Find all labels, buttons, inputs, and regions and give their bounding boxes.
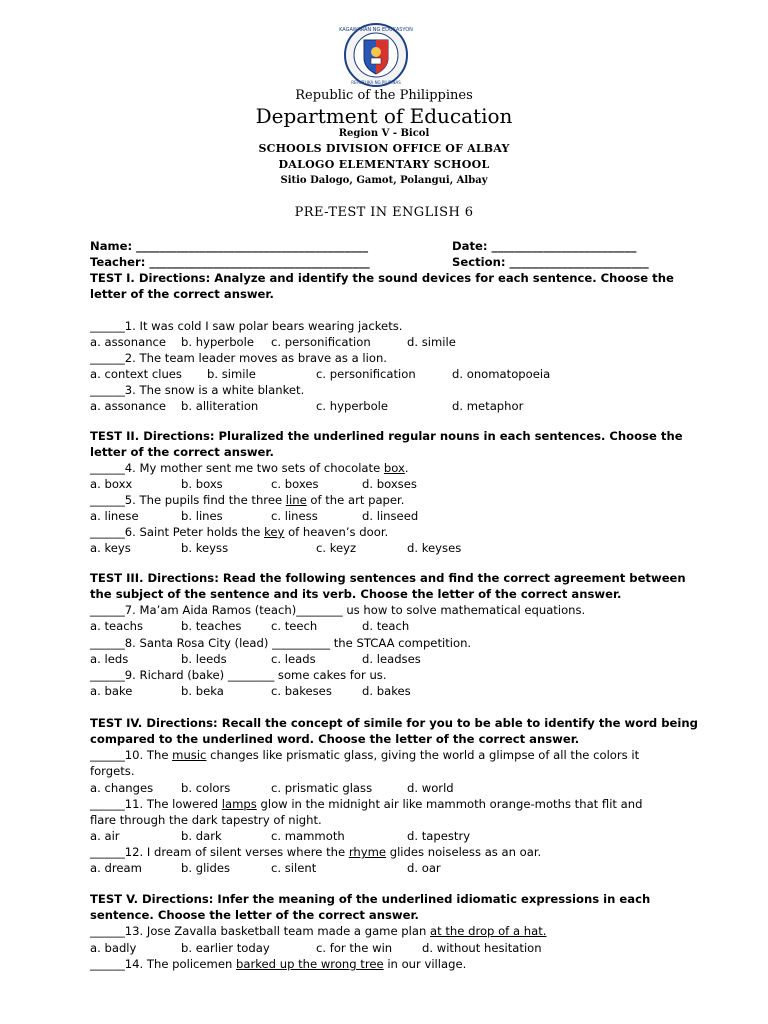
choice-c: c. teech xyxy=(271,619,318,633)
name-field[interactable]: Name: ________________________________________ xyxy=(90,239,369,253)
choice-a: a. changes xyxy=(90,781,154,795)
question-text: ______14. The policemen xyxy=(90,957,237,971)
question-text: ______11. The lowered xyxy=(90,797,222,811)
choice-a: a. keys xyxy=(90,541,131,555)
header-division: SCHOOLS DIVISION OFFICE OF ALBAY xyxy=(258,142,510,155)
choice-b: b. hyperbole xyxy=(181,335,255,349)
choice-c: c. mammoth xyxy=(271,829,345,843)
choice-b: b. dark xyxy=(181,829,222,843)
question-10-continued: forgets. xyxy=(90,764,135,778)
choice-c: c. liness xyxy=(271,509,318,523)
choice-d: d. keyses xyxy=(407,541,462,555)
choice-c: c. keyz xyxy=(316,541,357,555)
underlined-word: box xyxy=(383,461,405,475)
choice-a: a. bake xyxy=(90,684,133,698)
question-text: ______6. Saint Peter holds the xyxy=(90,525,265,539)
test4-directions-line1: TEST IV. Directions: Recall the concept of simile for you to be able to identify the word being xyxy=(90,716,698,730)
choice-c: c. leads xyxy=(271,652,316,666)
choice-d: d. without hesitation xyxy=(422,941,542,955)
choice-b: b. simile xyxy=(207,367,256,381)
choice-a: a. assonance xyxy=(90,399,167,413)
choice-c: c. bakeses xyxy=(271,684,332,698)
choice-b: b. lines xyxy=(181,509,223,523)
section-field[interactable]: Section: ________________________ xyxy=(452,255,649,269)
choice-d: d. tapestry xyxy=(407,829,471,843)
question-text: ______13. Jose Zavalla basketball team made a game plan xyxy=(90,924,431,938)
underlined-word: line xyxy=(285,493,307,507)
choice-c: c. silent xyxy=(271,861,317,875)
test1-directions-line2: letter of the correct answer. xyxy=(90,287,274,301)
underlined-word: rhyme xyxy=(348,845,387,859)
question-1: ______1. It was cold I saw polar bears wearing jackets. xyxy=(90,319,403,333)
deped-seal-logo xyxy=(331,22,421,88)
date-field[interactable]: Date: _________________________ xyxy=(452,239,637,253)
test5-directions-line2: sentence. Choose the letter of the correct answer. xyxy=(90,908,419,922)
underlined-word: music xyxy=(172,748,207,762)
question-text: ______12. I dream of silent verses where the xyxy=(90,845,349,859)
question-text: ______10. The xyxy=(90,748,173,762)
choice-b: b. alliteration xyxy=(181,399,259,413)
underlined-word: lamps xyxy=(221,797,257,811)
choice-a: a. teachs xyxy=(90,619,144,633)
choice-b: b. glides xyxy=(181,861,231,875)
choice-c: c. personification xyxy=(271,335,371,349)
choice-c: c. boxes xyxy=(271,477,319,491)
question-11-continued: flare through the dark tapestry of night. xyxy=(90,813,322,827)
choice-b: b. colors xyxy=(181,781,231,795)
choice-b: b. beka xyxy=(181,684,224,698)
question-2: ______2. The team leader moves as brave as a lion. xyxy=(90,351,387,365)
choice-a: a. dream xyxy=(90,861,142,875)
teacher-field[interactable]: Teacher: ______________________________________ xyxy=(90,255,370,269)
question-14 xyxy=(90,956,466,972)
choice-b: b. keyss xyxy=(181,541,229,555)
choice-c: c. for the win xyxy=(316,941,393,955)
question-6 xyxy=(90,524,388,540)
choice-c: c. hyperbole xyxy=(316,399,389,413)
choice-b: b. earlier today xyxy=(181,941,270,955)
question-7: ______7. Ma’am Aida Ramos (teach)________ us how to solve mathematical equations. xyxy=(90,603,586,617)
seal-text-bottom: REPUBLIKA NG PILIPINAS xyxy=(351,80,401,85)
test2-directions-line2: letter of the correct answer. xyxy=(90,445,274,459)
choice-d: d. onomatopoeia xyxy=(452,367,551,381)
question-text-end: glow in the midnight air like mammoth orange-moths that flit and xyxy=(256,797,643,811)
question-11 xyxy=(90,796,642,812)
question-text-end: of the art paper. xyxy=(306,493,405,507)
question-8: ______8. Santa Rosa City (lead) __________ the STCAA competition. xyxy=(90,636,472,650)
question-9: ______9. Richard (bake) ________ some cakes for us. xyxy=(90,668,387,682)
choice-a: a. context clues xyxy=(90,367,182,381)
question-text-end: changes like prismatic glass, giving the world a glimpse of all the colors it xyxy=(206,748,640,762)
choice-c: c. prismatic glass xyxy=(271,781,373,795)
header-address: Sitio Dalogo, Gamot, Polangui, Albay xyxy=(280,175,488,186)
choice-a: a. air xyxy=(90,829,120,843)
test1-directions-line1: TEST I. Directions: Analyze and identify the sound devices for each sentence. Choose the xyxy=(90,271,674,285)
choice-d: d. world xyxy=(407,781,454,795)
question-4 xyxy=(90,460,409,476)
choice-d: d. bakes xyxy=(362,684,411,698)
test3-directions-line2: the subject of the sentence and its verb. Choose the letter of the correct answer. xyxy=(90,587,622,601)
test3-directions-line1: TEST III. Directions: Read the following sentences and find the correct agreement between xyxy=(90,571,686,585)
test4-directions-line2: compared to the underlined word. Choose the letter of the correct answer. xyxy=(90,732,580,746)
choice-d: d. linseed xyxy=(362,509,419,523)
choice-b: b. teaches xyxy=(181,619,242,633)
choice-a: a. badly xyxy=(90,941,137,955)
choice-c: c. personification xyxy=(316,367,416,381)
choice-d: d. teach xyxy=(362,619,410,633)
question-13 xyxy=(90,923,546,939)
choice-a: a. assonance xyxy=(90,335,167,349)
choice-a: a. boxx xyxy=(90,477,133,491)
underlined-phrase: barked up the wrong tree xyxy=(236,957,384,971)
question-text-end: . xyxy=(404,461,409,475)
header-department: Department of Education xyxy=(255,104,513,128)
header-region: Region V - Bicol xyxy=(338,128,430,139)
choice-a: a. linese xyxy=(90,509,139,523)
seal-text-top: KAGAWARAN NG EDUKASYON xyxy=(339,27,413,33)
question-12 xyxy=(90,844,541,860)
choice-b: b. boxs xyxy=(181,477,223,491)
underlined-phrase: at the drop of a hat. xyxy=(430,924,547,938)
test-title: PRE-TEST IN ENGLISH 6 xyxy=(294,205,474,220)
question-text: ______5. The pupils find the three xyxy=(90,493,286,507)
header-school: DALOGO ELEMENTARY SCHOOL xyxy=(278,158,490,171)
choice-d: d. metaphor xyxy=(452,399,524,413)
test2-directions-line1: TEST II. Directions: Pluralized the underlined regular nouns in each sentences. Choose the xyxy=(90,429,683,443)
test5-directions-line1: TEST V. Directions: Infer the meaning of the underlined idiomatic expressions in each xyxy=(90,892,651,906)
choice-d: d. oar xyxy=(407,861,441,875)
choice-d: d. boxses xyxy=(362,477,417,491)
question-text-end: in our village. xyxy=(383,957,467,971)
choice-a: a. leds xyxy=(90,652,129,666)
choice-b: b. leeds xyxy=(181,652,227,666)
question-10 xyxy=(90,747,639,763)
question-text-end: glides noiseless as an oar. xyxy=(386,845,542,859)
underlined-word: key xyxy=(264,525,285,539)
header-republic: Republic of the Philippines xyxy=(295,88,473,103)
question-text: ______4. My mother sent me two sets of chocolate xyxy=(90,461,384,475)
choice-d: d. leadses xyxy=(362,652,421,666)
question-5 xyxy=(90,492,404,508)
choice-d: d. simile xyxy=(407,335,456,349)
question-3: ______3. The snow is a white blanket. xyxy=(90,383,305,397)
question-text-end: of heaven’s door. xyxy=(284,525,389,539)
